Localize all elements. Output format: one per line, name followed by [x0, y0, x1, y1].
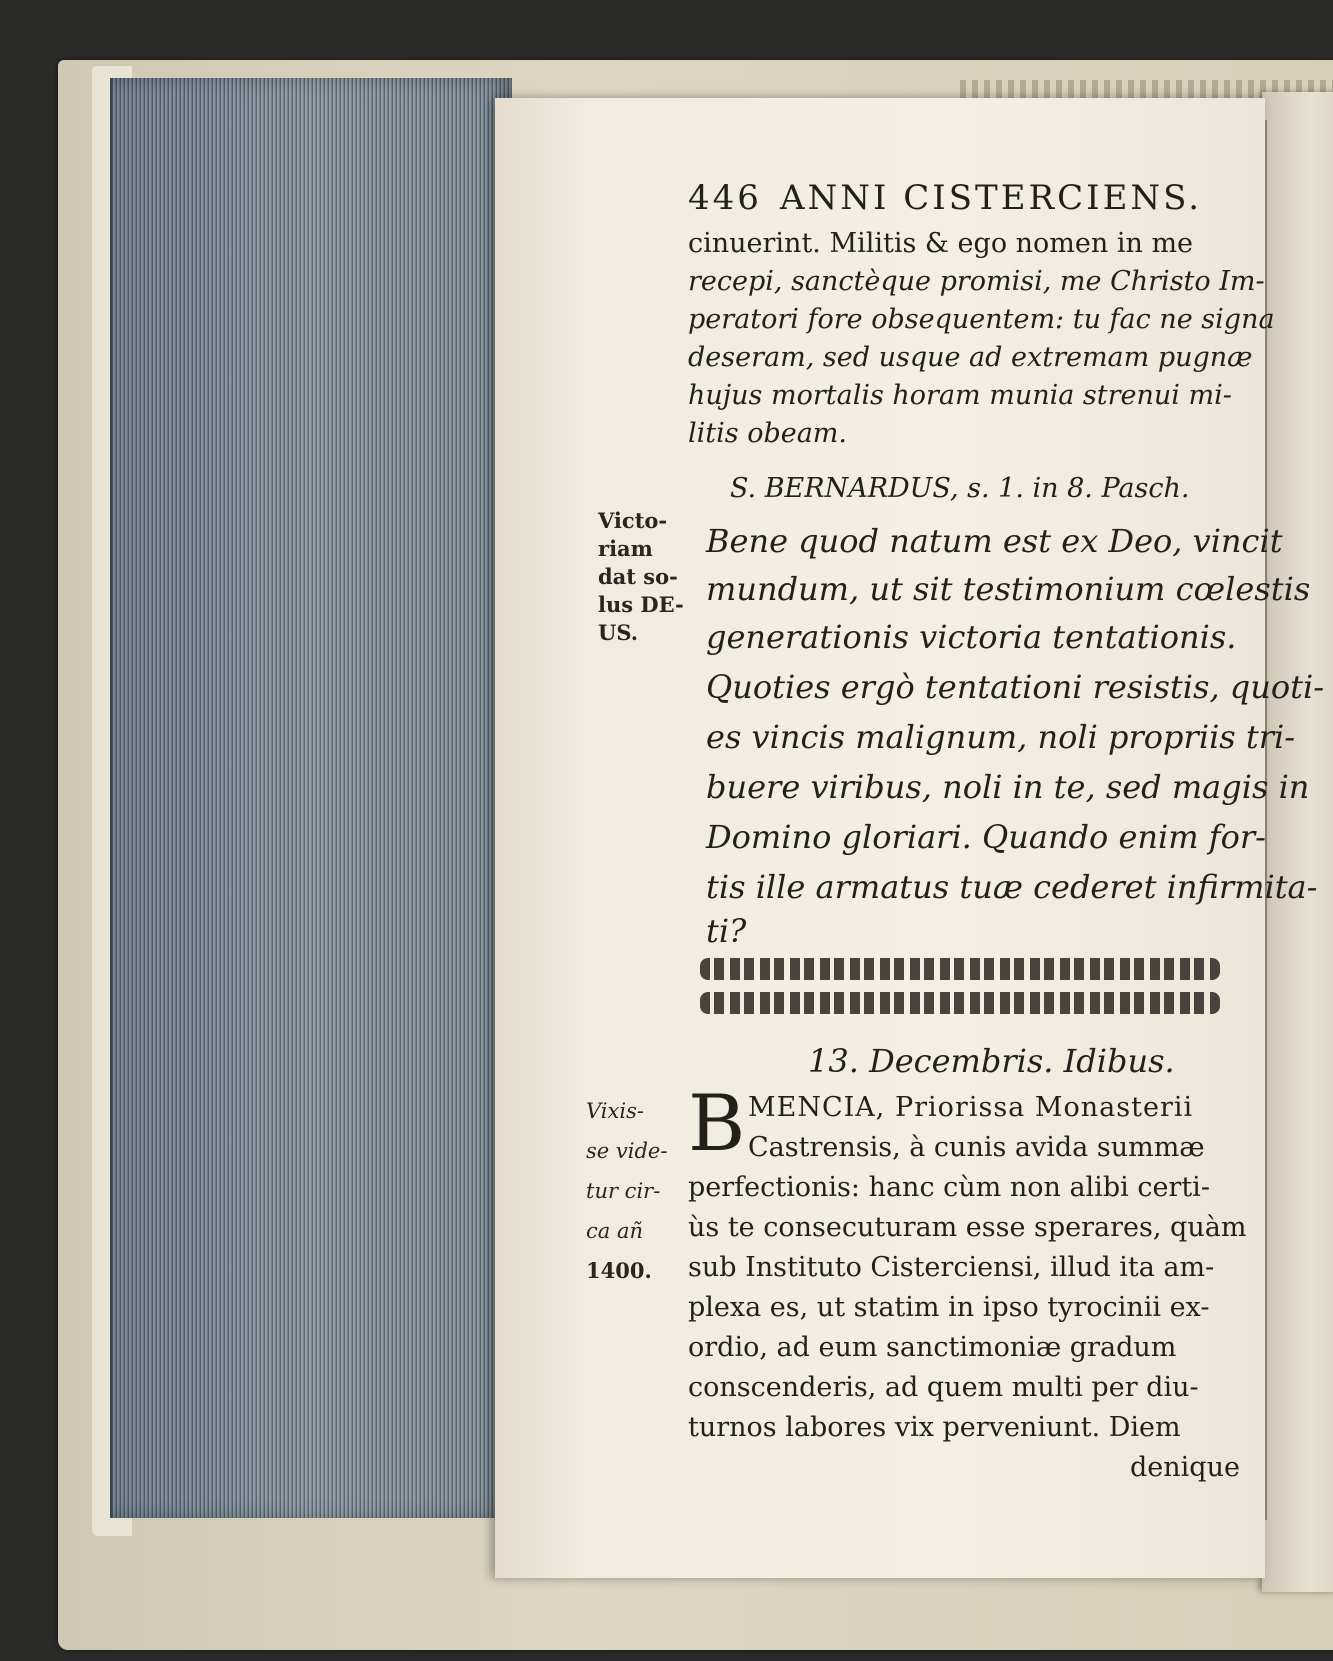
- text-line: turnos labores vix perveniunt. Diem: [688, 1412, 1181, 1443]
- citation-heading: S. BERNARDUS, s. 1. in 8. Pasch.: [730, 473, 1190, 504]
- margin-note-line: Vixis-: [586, 1099, 644, 1123]
- text-line: plexa es, ut statim in ipso tyrocinii ex-: [688, 1292, 1210, 1323]
- running-head: ANNI CISTERCIENS.: [780, 178, 1203, 218]
- page-number: 446: [688, 178, 762, 218]
- text-line: ti?: [706, 912, 747, 950]
- text-line: deseram, sed usque ad extremam pugnæ: [688, 342, 1253, 373]
- catchword: denique: [1130, 1452, 1240, 1483]
- text-line: mundum, ut sit testimonium cœlestis: [706, 570, 1311, 608]
- text-line: Domino gloriari. Quando enim for-: [706, 818, 1266, 856]
- text-line: es vincis malignum, noli propriis tri-: [706, 718, 1296, 756]
- margin-note-line: Victo-: [598, 508, 668, 533]
- text-line: Castrensis, à cunis avida summæ: [748, 1132, 1205, 1163]
- text-line: buere viribus, noli in te, sed magis in: [706, 768, 1310, 806]
- text-line: sub Instituto Cisterciensi, illud ita am-: [688, 1252, 1215, 1283]
- margin-note-line: tur cir-: [586, 1179, 661, 1203]
- margin-note-line: se vide-: [586, 1139, 668, 1163]
- margin-note-line: dat so-: [598, 564, 678, 589]
- margin-note-line: lus DE-: [598, 592, 684, 617]
- text-line: hujus mortalis horam munia strenui mi-: [688, 380, 1232, 411]
- margin-note-line: 1400.: [586, 1258, 652, 1283]
- text-line: litis obeam.: [688, 418, 847, 449]
- date-heading: 13. Decembris. Idibus.: [808, 1042, 1175, 1080]
- text-line: Quoties ergò tentationi resistis, quoti-: [706, 668, 1325, 706]
- text-line: ùs te consecuturam esse sperares, quàm: [688, 1212, 1247, 1243]
- text-line: peratori fore obsequentem: tu fac ne signa: [688, 304, 1275, 335]
- margin-note-line: US.: [598, 620, 639, 645]
- text-line: cinuerint. Militis & ego nomen in me: [688, 228, 1194, 259]
- margin-note-line: ca añ: [586, 1219, 644, 1243]
- page-edges: [110, 78, 512, 1518]
- text-line: Bene quod natum est ex Deo, vincit: [706, 522, 1283, 560]
- text-line: perfectionis: hanc cùm non alibi certi-: [688, 1172, 1210, 1203]
- printers-ornament: [700, 992, 1220, 1014]
- text-line: MENCIA, Priorissa Monasterii: [748, 1092, 1194, 1123]
- text-line: tis ille armatus tuæ cederet infirmita-: [706, 868, 1318, 906]
- margin-note-line: riam: [598, 536, 653, 561]
- text-line: ordio, ad eum sanctimoniæ gradum: [688, 1332, 1177, 1363]
- text-line: conscenderis, ad quem multi per diu-: [688, 1372, 1199, 1403]
- printers-ornament: [700, 958, 1220, 980]
- text-line: generationis victoria tentationis.: [706, 618, 1237, 656]
- text-line: recepi, sanctèque promisi, me Christo Im-: [688, 266, 1265, 297]
- drop-cap: B: [688, 1079, 746, 1169]
